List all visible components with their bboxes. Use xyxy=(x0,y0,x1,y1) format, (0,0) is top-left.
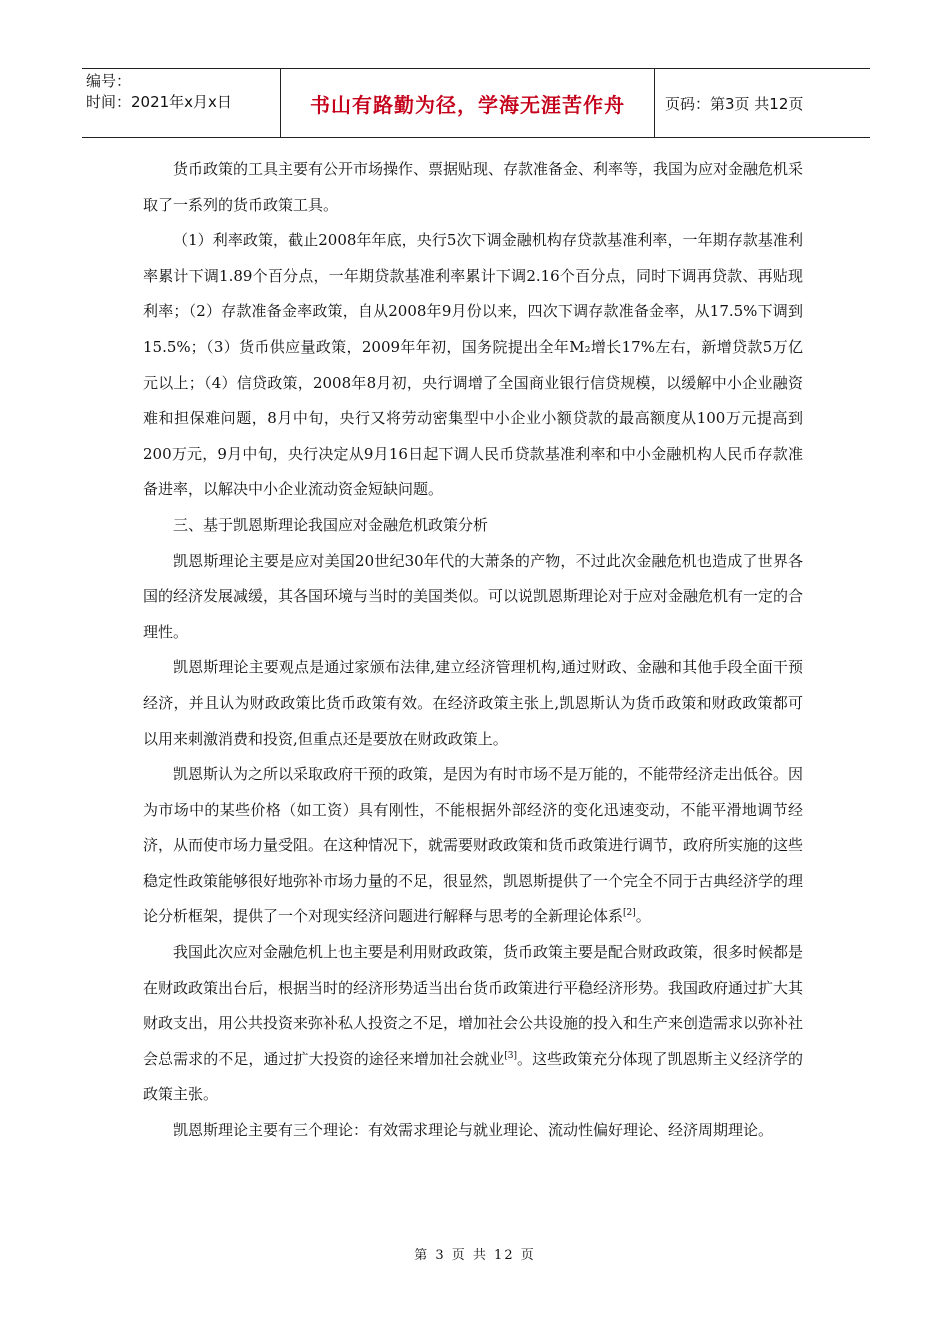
number-label: 编号： xyxy=(86,72,132,90)
paragraph: 凯恩斯理论主要是应对美国20世纪30年代的大萧条的产物，不过此次金融危机也造成了世界各国的经济发展减缓，其各国环境与当时的美国类似。可以说凯恩斯理论对于应对金融危机有一定的合理性。 xyxy=(143,551,804,641)
document-body xyxy=(143,152,803,1149)
header-meta xyxy=(82,69,281,137)
paragraph: 凯恩斯理论主要观点是通过家颁布法律,建立经济管理机构,通过财政、金融和其他手段全面干预经济，并且认为财政政策比货币政策有效。在经济政策主张上,凯恩斯认为货币政策和财政政策都可以用来刺激消费和投资,但重点还是要放在财政政策上。 xyxy=(143,658,803,748)
paragraph: 凯恩斯理论主要有三个理论：有效需求理论与就业理论、流动性偏好理论、经济周期理论。 xyxy=(173,1121,774,1140)
paragraph: 凯恩斯认为之所以采取政府干预的政策，是因为有时市场不是万能的，不能带经济走出低谷。因为市场中的某些价格（如工资）具有刚性，不能根据外部经济的变化迅速变动，不能平滑地调节经济，从而使市场力量受阻。在这种情况下，就需要财政政策和货币政策进行调节，政府所实施的这些稳定性政策能够很好地弥补市场力量的不足，很显然，凯恩斯提供了一个完全不同于古典经济学的理论分析框架，提供了一个对现实经济问题进行解释与思考的全新理论体系[2]。 xyxy=(143,765,804,926)
paragraph: 我国此次应对金融危机上也主要是利用财政政策，货币政策主要是配合财政政策，很多时候都是在财政政策出台后，根据当时的经济形势适当出台货币政策进行平稳经济形势。我国政府通过扩大其财政支出，用公共投资来弥补私人投资之不足，增加社会公共设施的投入和生产来创造需求以弥补社会总需求的不足，通过扩大投资的途径来增加社会就业[3]。这些政策充分体现了凯恩斯主义经济学的政策主张。 xyxy=(143,943,804,1104)
paragraph: 货币政策的工具主要有公开市场操作、票据贴现、存款准备金、利率等，我国为应对金融危机采取了一系列的货币政策工具。 xyxy=(143,160,804,214)
section-heading: 三、基于凯恩斯理论我国应对金融危机政策分析 xyxy=(173,515,489,534)
header-motto: 书山有路勤为径，学海无涯苦作舟 xyxy=(281,69,655,137)
header-page-info: 页码：第3页 共12页 xyxy=(665,94,804,113)
citation-ref: [3] xyxy=(504,1050,517,1061)
page-footer: 第 3 页 共 12 页 xyxy=(414,1248,536,1263)
time-label: 时间：2021年x月x日 xyxy=(86,93,232,111)
citation-ref: [2] xyxy=(623,908,636,919)
paragraph: （1）利率政策，截止2008年年底，央行5次下调金融机构存贷款基准利率，一年期存款基准利率累计下调1.89个百分点，一年期贷款基准利率累计下调2.16个百分点，同时下调再贷款、再贴现利率；（2）存款准备金率政策，自从2008年9月份以来，四次下调存款准备金率，从17.5%下调到15.5%；（3）货币供应量政策，2009年年初，国务院提出全年M₂增长17%左右，新增贷款5万亿元以上；（4）信贷政策，2008年8月初，央行调增了全国商业银行信贷规模，以缓解中小企业融资难和担保难问题，8月中旬，央行又将劳动密集型中小企业小额贷款的最高额度从100万元提高到200万元，9月中旬，央行决定从9月16日起下调人民币贷款基准利率和中小金融机构人民币存款准备进率，以解决中小企业流动资金短缺问题。 xyxy=(143,231,803,499)
page-header xyxy=(82,68,870,138)
